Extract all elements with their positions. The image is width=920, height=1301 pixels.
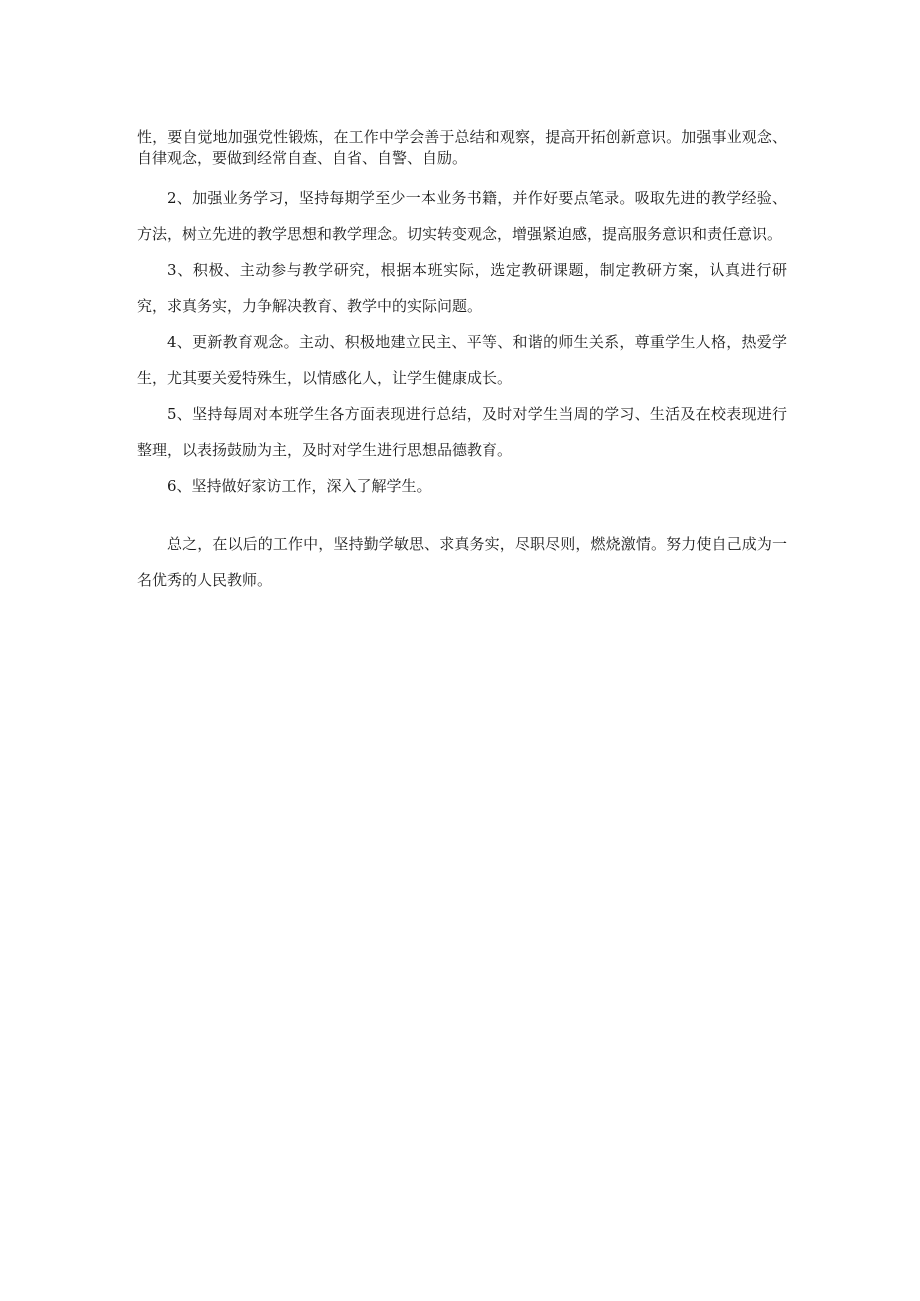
paragraph-item-2: 2、加强业务学习，坚持每期学至少一本业务书籍，并作好要点笔录。吸取先进的教学经验、方法，树立先进的教学思想和教学理念。切实转变观念，增强紧迫感，提高服务意识和责任意识。 xyxy=(137,189,787,243)
paragraph-item-4: 4、更新教育观念。主动、积极地建立民主、平等、和谐的师生关系，尊重学生人格，热爱学生，尤其要关爱特殊生，以情感化人，让学生健康成长。 xyxy=(137,333,787,387)
document-page xyxy=(137,127,787,598)
paragraph-continuation: 性，要自觉地加强党性锻炼，在工作中学会善于总结和观察，提高开拓创新意识。加强事业观念、自律观念，要做到经常自查、自省、自警、自励。 xyxy=(137,128,787,167)
paragraph-item-6: 6、坚持做好家访工作，深入了解学生。 xyxy=(167,477,432,495)
paragraph-conclusion: 总之，在以后的工作中，坚持勤学敏思、求真务实，尽职尽则，燃烧激情。努力使自己成为一名优秀的人民教师。 xyxy=(137,535,787,589)
paragraph-item-3: 3、积极、主动参与教学研究，根据本班实际，选定教研课题，制定教研方案，认真进行研究，求真务实，力争解决教育、教学中的实际问题。 xyxy=(137,261,787,315)
paragraph-item-5: 5、坚持每周对本班学生各方面表现进行总结，及时对学生当周的学习、生活及在校表现进行整理，以表扬鼓励为主，及时对学生进行思想品德教育。 xyxy=(137,405,787,459)
